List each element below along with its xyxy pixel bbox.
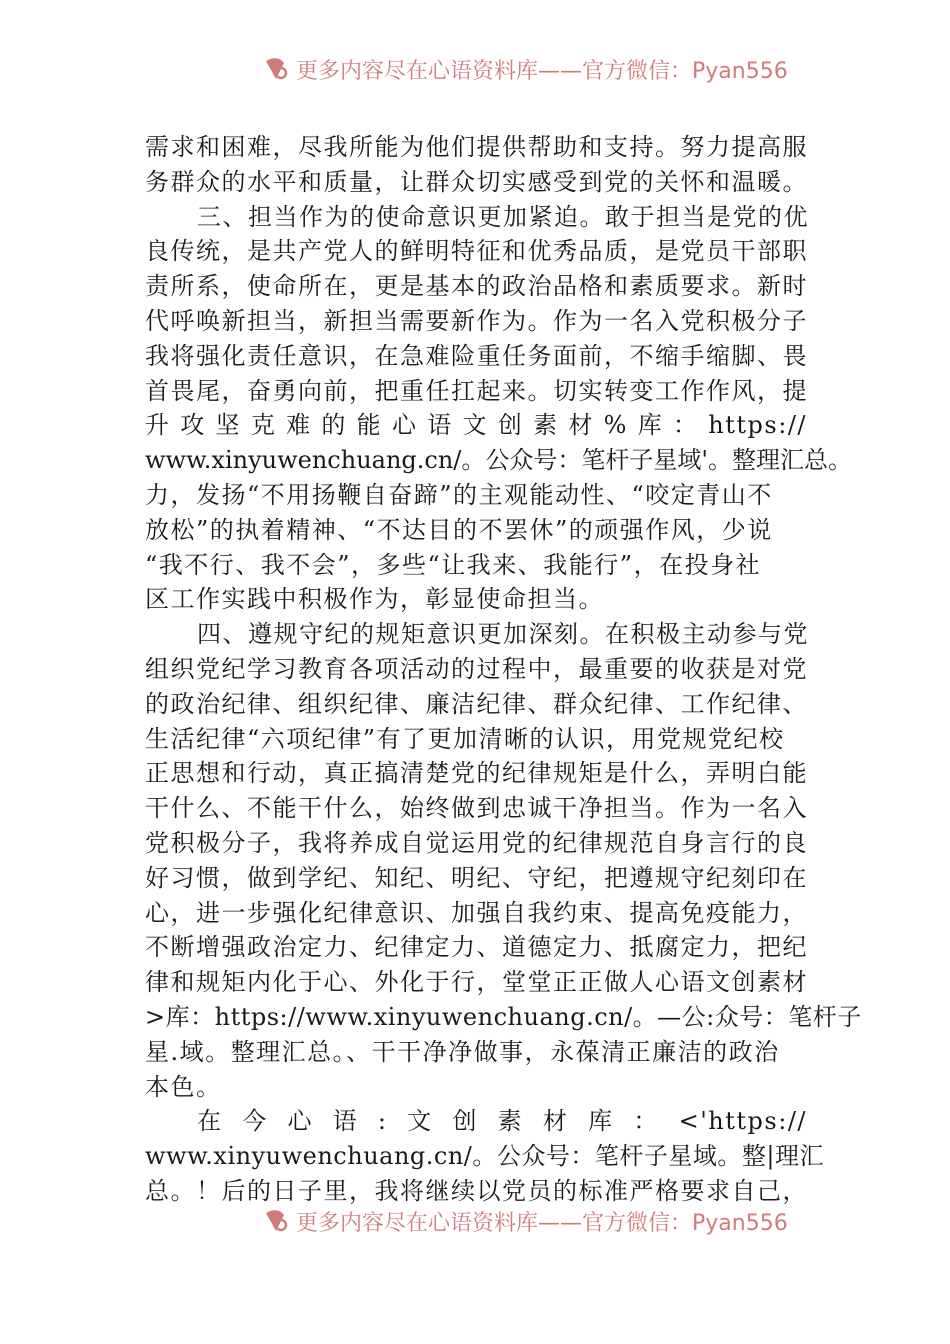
watermark-header — [262, 54, 788, 84]
paragraph-heading-three: 三、担当作为的使命意识更加紧迫。敢于担当是党的优 — [197, 202, 809, 231]
watermark-text: 更多内容尽在心语资料库——官方微信：Pyan556 — [296, 1210, 788, 1236]
text-line: 组织党纪学习教育各项活动的过程中，最重要的收获是对党 — [145, 654, 808, 683]
text-line: 务群众的水平和质量，让群众切实感受到党的关怀和温暖。 — [145, 167, 808, 196]
text-line: www.xinyuwenchuang.cn/。公众号：笔杆子星域'。整理汇总。 — [145, 446, 852, 475]
text-line: 区工作实践中积极作为，彰显使命担当。 — [145, 585, 604, 614]
text-line: “我不行、我不会”，多些“让我来、我能行”，在投身社 — [145, 550, 762, 579]
document-body — [145, 130, 862, 1209]
text-line: 在今心语:文创素材库：<'https:// — [197, 1107, 807, 1136]
text-line: 放松”的执着精神、“不达目的不罢休”的顽强作风，少说 — [145, 515, 773, 544]
text-line: 代呼唤新担当，新担当需要新作为。作为一名入党积极分子 — [145, 306, 808, 335]
watermark-logo-icon — [262, 1207, 290, 1235]
paragraph-heading-four: 四、遵规守纪的规矩意识更加深刻。在积极主动参与党 — [197, 620, 809, 649]
text-line: 需求和困难，尽我所能为他们提供帮助和支持。努力提高服 — [145, 133, 808, 161]
text-line: 责所系，使命所在，更是基本的政治品格和素质要求。新时 — [145, 272, 808, 301]
text-line: 党积极分子，我将养成自觉运用党的纪律规范自身言行的良 — [145, 828, 808, 857]
text-line: 星.域。整理汇总。、干干净净做事，永葆清正廉洁的政治 — [145, 1037, 780, 1066]
text-line: 干什么、不能干什么，始终做到忠诚干净担当。作为一名入 — [145, 794, 808, 823]
text-line: www.xinyuwenchuang.cn/。公众号：笔杆子星域。整|理汇 — [145, 1142, 824, 1171]
text-line: 不断增强政治定力、纪律定力、道德定力、抵腐定力，把纪 — [145, 933, 808, 962]
text-line: 我将强化责任意识，在急难险重任务面前，不缩手缩脚、畏 — [145, 341, 808, 370]
text-line: 力，发扬“不用扬鞭自奋蹄”的主观能动性、“咬定青山不 — [145, 480, 773, 509]
text-line: 总。！后的日子里，我将继续以党员的标准严格要求自己， — [145, 1176, 808, 1205]
watermark-footer — [262, 1206, 788, 1236]
text-line: 律和规矩内化于心、外化于行，堂堂正正做人心语文创素材 — [145, 968, 808, 997]
text-line: 良传统，是共产党人的鲜明特征和优秀品质，是党员干部职 — [145, 237, 808, 266]
text-line: 好习惯，做到学纪、知纪、明纪、守纪，把遵规守纪刻印在 — [145, 863, 808, 892]
text-line: 生活纪律“六项纪律”有了更加清晰的认识，用党规党纪校 — [145, 724, 785, 753]
text-line: 心，进一步强化纪律意识、加强自我约束、提高免疫能力， — [145, 898, 808, 927]
watermark-logo-icon — [262, 55, 290, 83]
text-line: 的政治纪律、组织纪律、廉洁纪律、群众纪律、工作纪律、 — [145, 689, 808, 718]
watermark-text: 更多内容尽在心语资料库——官方微信：Pyan556 — [296, 58, 788, 84]
text-line: 首畏尾，奋勇向前，把重任扛起来。切实转变工作作风，提 — [145, 376, 808, 405]
text-line: 本色。 — [145, 1072, 222, 1101]
text-line: >库：https://www.xinyuwenchuang.cn/。—公:众号：笔杆子 — [145, 1002, 862, 1031]
text-line: 正思想和行动，真正搞清楚党的纪律规矩是什么，弄明白能 — [145, 759, 808, 788]
text-line: 升攻坚克难的能心语文创素材%库：https:// — [145, 411, 807, 440]
